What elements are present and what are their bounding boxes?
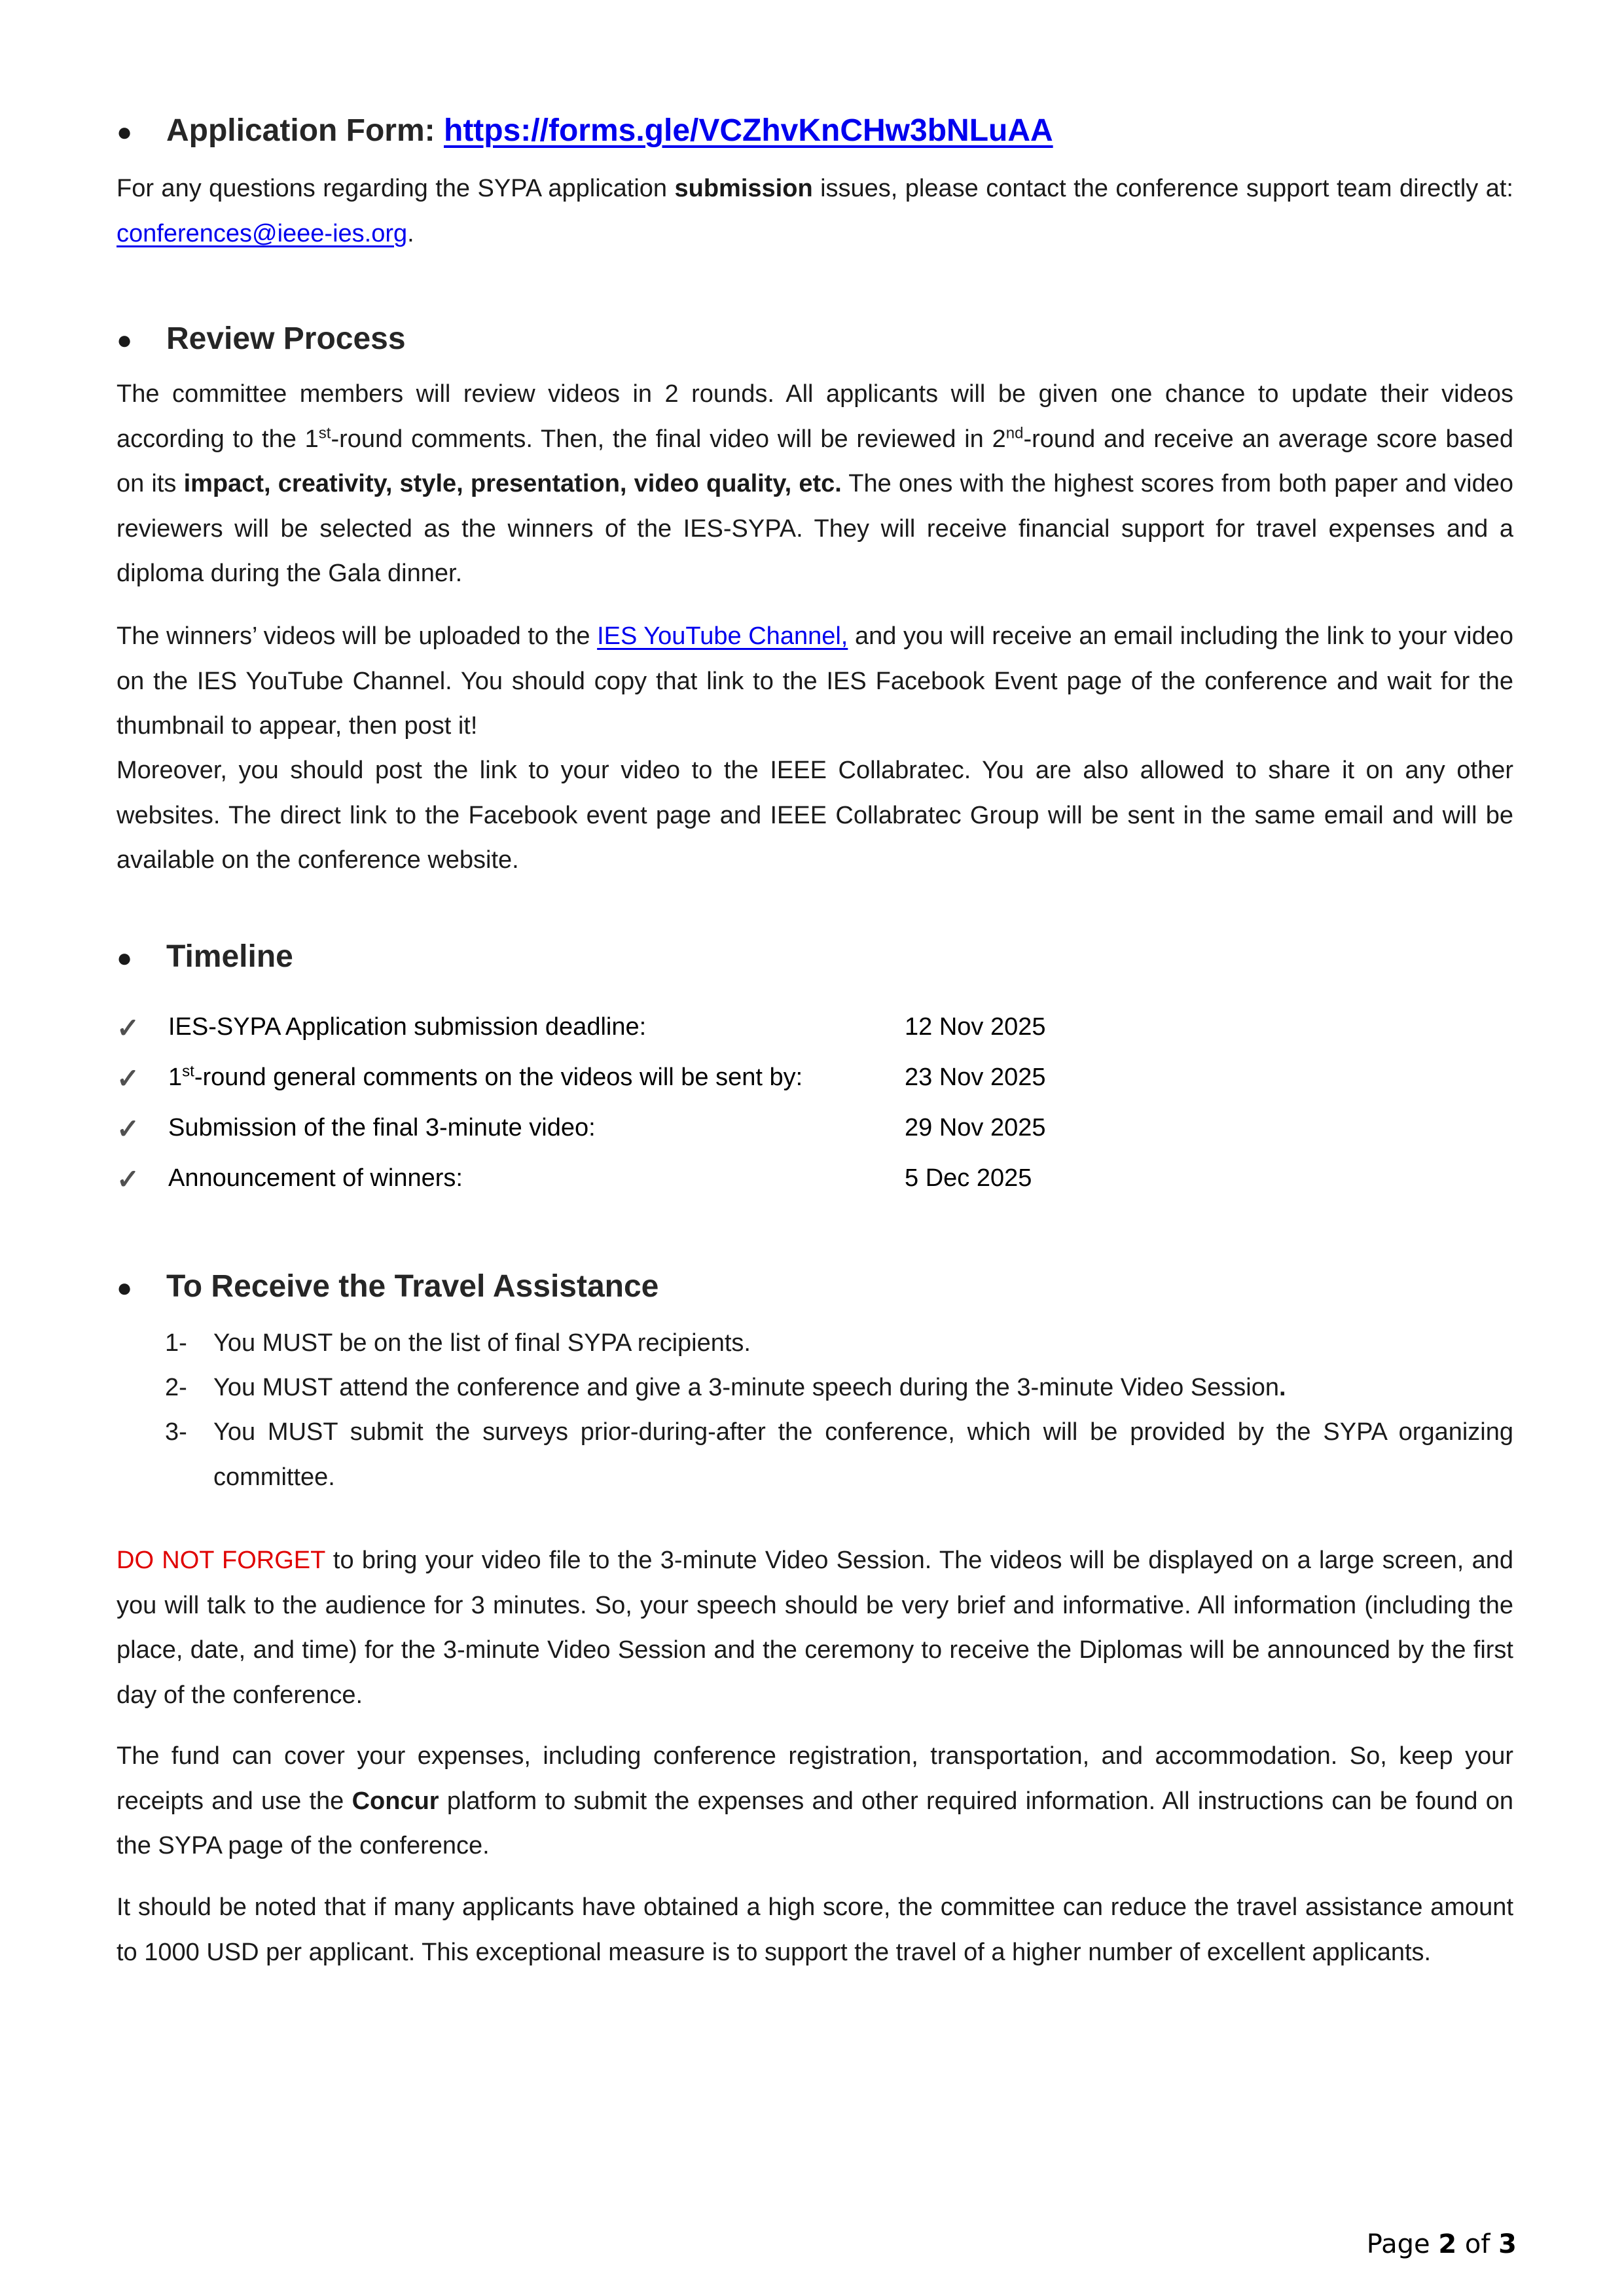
text-span: and you will receive an email including the link to your video on the IES YouTube Channel. You should copy that link to the IES Facebook Event page of the conference and wait for the thumbnail to appear, then post it! <box>117 622 1513 740</box>
text-span: platform to submit the expenses and other required information. All instructions can be found on the SYPA page of the conference. <box>117 1787 1513 1859</box>
warning-text: DO NOT FORGET <box>117 1547 325 1574</box>
check-icon: ✓ <box>117 1164 140 1194</box>
superscript: nd <box>1005 423 1024 442</box>
bullet-icon: ● <box>117 118 133 147</box>
text-span: Submission of the final 3-minute video: <box>168 1114 596 1141</box>
text-span: -round and receive an average score based on its <box>117 425 1513 497</box>
timeline-heading <box>117 939 293 975</box>
review-paragraph-2 <box>117 614 1513 749</box>
text-span: The winners’ videos will be uploaded to the <box>117 622 598 650</box>
text-span: . <box>407 219 414 247</box>
check-icon: ✓ <box>117 1063 140 1094</box>
text-span: Page <box>1366 2229 1439 2259</box>
review-process-heading <box>117 321 406 357</box>
application-form-link[interactable]: https://forms.gle/VCZhvKnCHw3bNLuAA <box>444 113 1053 148</box>
text-span: The fund can cover your expenses, including conference registration, transportation, and accommodation. So, keep your receipts and use the <box>117 1742 1513 1815</box>
bullet-icon: ● <box>117 944 133 973</box>
bold-text: . <box>1279 1374 1286 1401</box>
text-span: The committee members will review videos in 2 rounds. All applicants will be given one chance to update their videos according to the 1 <box>117 380 1513 453</box>
text-span: You MUST attend the conference and give a 3-minute speech during the 3-minute Video Session <box>213 1374 1280 1401</box>
review-paragraph-3 <box>117 748 1513 883</box>
note-paragraph <box>117 1885 1513 1975</box>
requirement-item <box>165 1321 1513 1366</box>
review-paragraph-1 <box>117 372 1513 596</box>
timeline-label <box>168 1164 463 1193</box>
timeline-label <box>168 1114 596 1142</box>
check-icon: ✓ <box>117 1113 140 1144</box>
review-process-title: Review Process <box>166 321 406 356</box>
timeline-date: 5 Dec 2025 <box>905 1164 1032 1192</box>
superscript: st <box>318 423 331 442</box>
requirement-text <box>213 1365 1513 1410</box>
text-span: You MUST be on the list of final SYPA recipients. <box>213 1329 751 1357</box>
text-span: For any questions regarding the SYPA application <box>117 175 675 202</box>
timeline-date: 12 Nov 2025 <box>905 1013 1046 1041</box>
bullet-icon: ● <box>117 326 133 355</box>
total-pages: 3 <box>1498 2229 1517 2259</box>
bold-text: impact, creativity, style, presentation, video quality, etc. <box>183 470 842 497</box>
timeline-date: 23 Nov 2025 <box>905 1064 1046 1091</box>
application-contact-paragraph <box>117 166 1513 256</box>
text-span: It should be noted that if many applicants have obtained a high score, the committee can reduce the travel assistance amount to 1000 USD per applicant. This exceptional measure is to support the travel of a higher number of excellent applicants. <box>117 1893 1513 1966</box>
travel-assistance-heading <box>117 1268 659 1304</box>
bold-text: Concur <box>352 1787 439 1815</box>
timeline-label <box>168 1064 803 1092</box>
text-span: You MUST submit the surveys prior-during-after the conference, which will be provided by the SYPA organizing committee. <box>213 1418 1513 1491</box>
text-span: Announcement of winners: <box>168 1164 463 1192</box>
application-form-heading <box>117 113 1053 149</box>
fund-paragraph <box>117 1734 1513 1869</box>
item-number: 2- <box>165 1374 187 1401</box>
contact-email-link[interactable]: conferences@ieee-ies.org <box>117 219 408 247</box>
timeline-title: Timeline <box>166 939 293 974</box>
superscript: st <box>182 1062 194 1081</box>
requirement-text <box>213 1321 1513 1366</box>
requirement-text <box>213 1410 1513 1499</box>
text-span: The ones with the highest scores from both paper and video reviewers will be selected as the winners of the IES-SYPA. They will receive financial support for travel expenses and a diploma during the Gala dinner. <box>117 470 1513 587</box>
application-form-label: Application Form: <box>166 113 435 148</box>
item-number: 3- <box>165 1418 187 1446</box>
requirement-item <box>165 1410 1513 1499</box>
check-icon: ✓ <box>117 1013 140 1043</box>
page-number-footer <box>1367 2229 1517 2259</box>
current-page: 2 <box>1438 2229 1457 2259</box>
bold-text: submission <box>674 175 813 202</box>
text-span: to bring your video file to the 3-minute Video Session. The videos will be displayed on a large screen, and you will talk to the audience for 3 minutes. So, your speech should be very brief and informative. All information (including the place, date, and time) for the 3-minute Video Session and the ceremony to receive the Diplomas will be announced by the first day of the conference. <box>117 1547 1513 1709</box>
text-span: issues, please contact the conference support team directly at: <box>812 175 1513 202</box>
timeline-label <box>168 1013 646 1041</box>
text-span: 1 <box>168 1064 183 1091</box>
travel-assistance-title: To Receive the Travel Assistance <box>166 1269 659 1304</box>
text-span: -round comments. Then, the final video will be reviewed in 2 <box>331 425 1006 453</box>
text-span: -round general comments on the videos will be sent by: <box>194 1064 803 1091</box>
bullet-icon: ● <box>117 1274 133 1302</box>
text-span: IES-SYPA Application submission deadline: <box>168 1013 647 1041</box>
text-span: Moreover, you should post the link to your video to the IEEE Collabratec. You are also allowed to share it on any other websites. The direct link to the Facebook event page and IEEE Collabratec Group will be sent in the same email and will be available on the conference website. <box>117 757 1513 874</box>
youtube-channel-link[interactable]: IES YouTube Channel, <box>597 622 848 650</box>
timeline-date: 29 Nov 2025 <box>905 1114 1046 1141</box>
do-not-forget-paragraph <box>117 1538 1513 1717</box>
requirement-item <box>165 1365 1513 1410</box>
item-number: 1- <box>165 1329 187 1357</box>
text-span: of <box>1456 2229 1499 2259</box>
